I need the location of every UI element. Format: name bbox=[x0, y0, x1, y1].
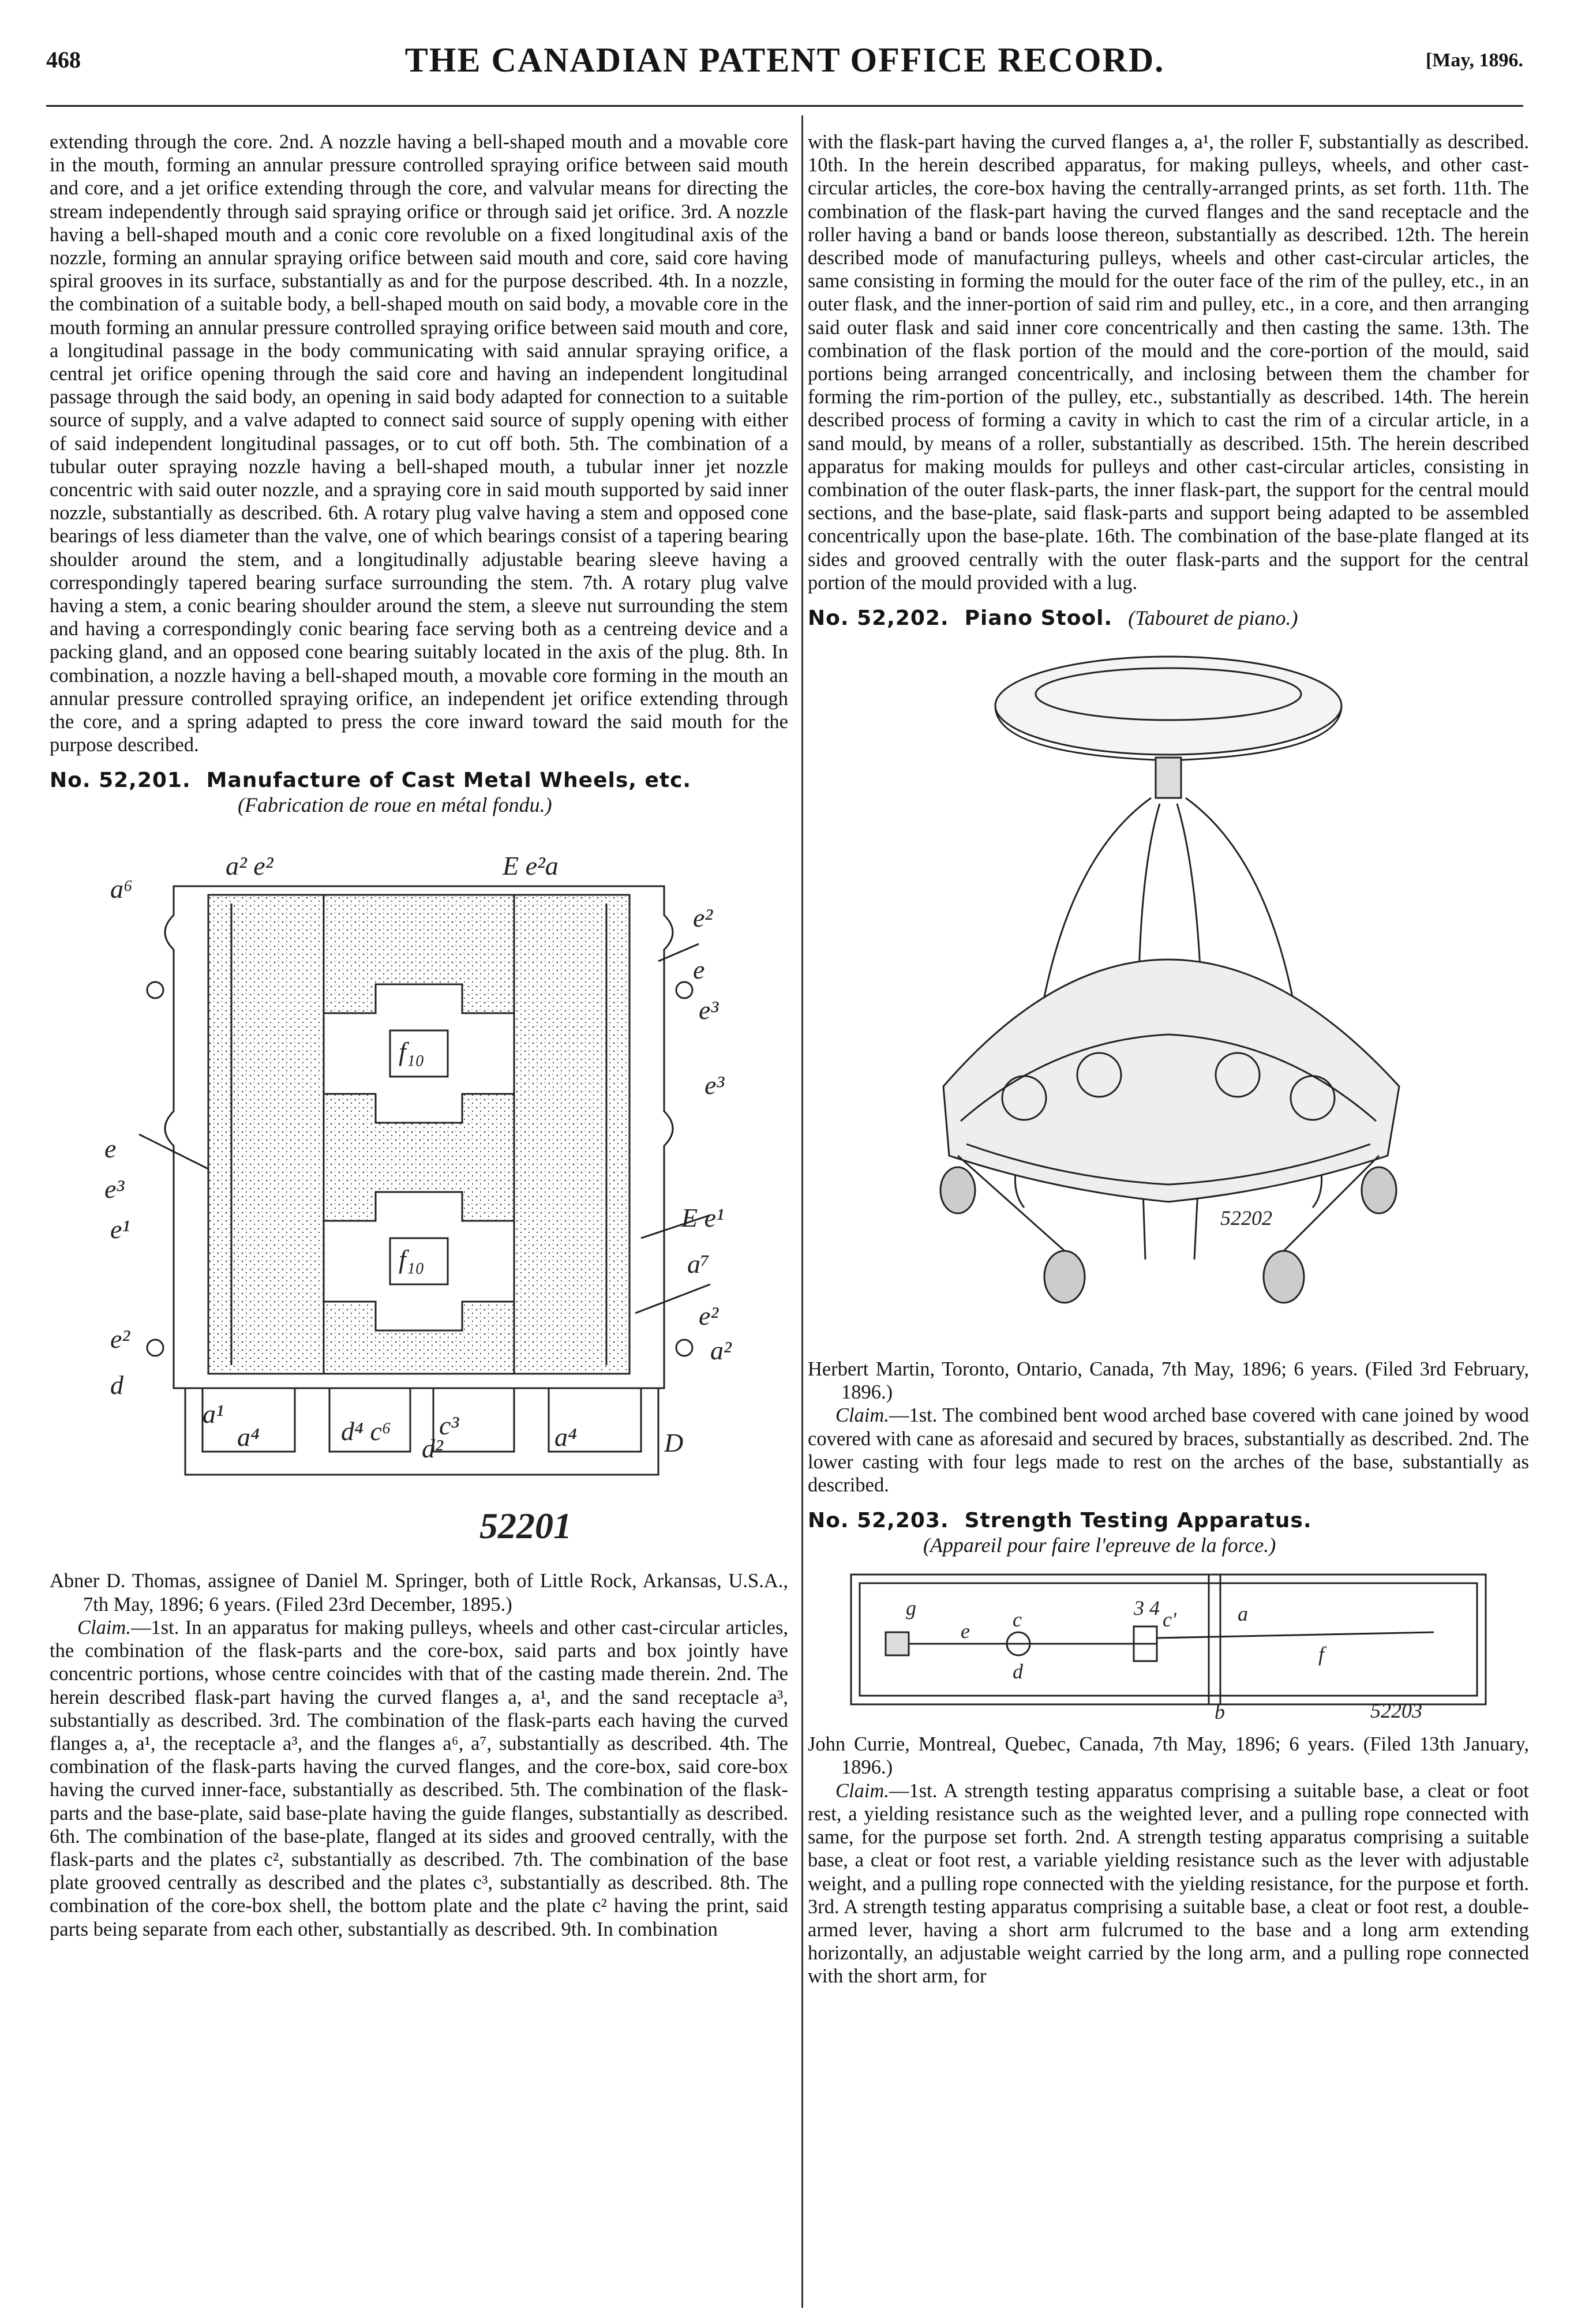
patent-number: No. 52,202. bbox=[808, 606, 949, 631]
svg-text:e¹: e¹ bbox=[110, 1215, 130, 1245]
svg-text:a⁴: a⁴ bbox=[237, 1422, 260, 1452]
svg-text:d: d bbox=[1013, 1660, 1023, 1684]
svg-text:a⁴: a⁴ bbox=[554, 1422, 577, 1452]
svg-text:b: b bbox=[1215, 1700, 1225, 1724]
svg-text:E e¹: E e¹ bbox=[681, 1203, 724, 1233]
svg-text:d: d bbox=[110, 1370, 123, 1400]
patent-french-title: (Appareil pour faire l'epreuve de la force.) bbox=[923, 1534, 1276, 1557]
continuation-text: extending through the core. 2nd. A nozzle having a bell-shaped mouth and a movable core in the mouth, forming an annular pressure controlled spraying orifice between said mouth and core, and a jet orifice extending through the core, and valvular means for directing the stream independently through said spraying orifice or through said jet orifice. 3rd. A nozzle having a bell-shaped mouth and a conic core revoluble on a fixed longitudinal axis of the nozzle, forming an annular spraying orifice between said mouth and core, said core having spiral grooves in its surface, substantially as and for the purpose described. 4th. In a nozzle, the combination of a suitable body, a bell-shaped mouth on said body, a movable core in the mouth forming an annular pressure controlled spraying orifice between said mouth and core, a longitudinal passage in the body communicating with said annular spraying orifice, a central jet orifice opening through the said core and having an independent longitudinal passage through the said body, an opening in said body adapted for connection to a suitable source of supply, and a valve adapted to connect said source of supply opening with either of said independent longitudinal passages, or to cut off both. 5th. The combination of a tubular outer spraying nozzle having a bell-shaped mouth, a tubular inner jet nozzle concentric with said outer nozzle, and a spraying core in said mouth supported by said inner nozzle, substantially as described. 6th. A rotary plug valve having a stem and opposed cone bearings of less diameter than the valve, one of which bearings consist of a tapering bearing shoulder around the stem, and a longitudinally adjustable bearing sleeve having a correspondingly tapered bearing surface surrounding the stem. 7th. A rotary plug valve having a stem, a conic bearing shoulder around the stem, a sleeve nut surrounding the stem and having a correspondingly conic bearing face serving both as a centreing device and a packing gland, and an opposed cone bearing suitably located in the axis of the plug. 8th. In combination, a nozzle having a bell-shaped mouth, a movable core forming in the mouth an annular pressure controlled spraying orifice, an independent jet orifice extending through the core, and a spring adapted to press the core inward toward the said mouth for the purpose described. bbox=[50, 131, 788, 756]
svg-text:E e²a: E e²a bbox=[503, 851, 559, 881]
svg-text:a²: a² bbox=[710, 1336, 732, 1366]
claim-label: Claim. bbox=[835, 1404, 889, 1427]
patent-french-title: (Tabouret de piano.) bbox=[1128, 606, 1298, 630]
claim-52201 bbox=[50, 1616, 788, 1941]
patent-french-title: (Fabrication de roue en métal fondu.) bbox=[238, 793, 552, 817]
patent-title: Piano Stool. bbox=[964, 606, 1113, 631]
claim-text: —1st. In an apparatus for making pulleys, wheels and other cast-circular articles, the combination of the flask-parts and the core-box, said parts and box jointly have concentric portions, whose centre coincides with that of the casting made therein. 2nd. The herein described flask-part having the curved flanges a, a¹, and the sand receptacle a³, substantially as described. 3rd. The combination of the flask-parts each having the curved flanges a, a¹, the receptacle a³, and the flanges a⁶, a⁷, substantially as described. 4th. The combination of the flask-parts having the curved flanges, and the core-box, said core-box having the curved inner-face, substantially as described. 5th. The combination of the flask-parts and the base-plate, said base-plate having the guide flanges, substantially as described. 6th. The combination of the base-plate, flanged at its sides and grooved centrally, with the flask-parts and the plates c², substantially as described. 7th. The combination of the base plate grooved centrally as described and the plates c³, substantially as described. 8th. The combination of the core-box shell, the bottom plate and the plate c² having the print, said parts being separate from each other, substantially as described. 9th. In combination bbox=[50, 1616, 788, 1940]
svg-text:e²: e² bbox=[693, 903, 713, 933]
svg-text:d²: d² bbox=[422, 1434, 443, 1464]
figure-number: 52201 bbox=[479, 1505, 572, 1547]
svg-text:a² e²: a² e² bbox=[226, 851, 273, 881]
svg-text:c': c' bbox=[1163, 1608, 1176, 1632]
claim-label: Claim. bbox=[77, 1616, 131, 1639]
inventor-52202: Herbert Martin, Toronto, Ontario, Canada, 7th May, 1896; 6 years. (Filed 3rd February, 1896.) bbox=[808, 1358, 1529, 1404]
patent-title: Strength Testing Apparatus. bbox=[964, 1509, 1312, 1533]
header-rule bbox=[46, 105, 1523, 107]
svg-text:D: D bbox=[664, 1428, 684, 1458]
svg-text:e: e bbox=[104, 1134, 117, 1164]
svg-text:e²: e² bbox=[699, 1301, 719, 1331]
svg-text:f: f bbox=[1318, 1643, 1325, 1666]
claim-52202 bbox=[808, 1404, 1529, 1497]
figure-52201-mould-drawing bbox=[87, 823, 751, 1555]
svg-text:d⁴ c⁶: d⁴ c⁶ bbox=[341, 1416, 391, 1446]
patent-title: Manufacture of Cast Metal Wheels, etc. bbox=[206, 769, 692, 793]
inventor-52201: Abner D. Thomas, assignee of Daniel M. Springer, both of Little Rock, Arkansas, U.S.A., 7th May, 1896; 6 years. (Filed 23rd December, 1895.) bbox=[50, 1570, 788, 1615]
patent-number: No. 52,203. bbox=[808, 1509, 949, 1533]
claim-text: —1st. A strength testing apparatus comprising a suitable base, a cleat or foot rest, a yielding resistance such as the weighted lever, and a pulling rope connected with same, for the purpose set forth. 2nd. A strength testing apparatus comprising a suitable base, a cleat or foot rest, a variable yielding resistance such as the lever with adjustable weight, and a pulling rope connected with the yielding resistance, for the purpose et forth. 3rd. A strength testing apparatus comprising a suitable base, a cleat or foot rest, a double-armed lever, having a short arm fulcrumed to the base and a long arm extending horizontally, an adjustable weight carried by the long arm, and a pulling rope connected with the short arm, for bbox=[808, 1779, 1529, 1988]
claim-text: —1st. The combined bent wood arched base covered with cane joined by wood covered with cane as aforesaid and secured by braces, substantially as described. 2nd. The lower casting with four legs made to rest on the arches of the base, substantially as described. bbox=[808, 1404, 1529, 1497]
claim-label: Claim. bbox=[835, 1779, 889, 1802]
svg-text:e³: e³ bbox=[699, 995, 719, 1025]
svg-text:e: e bbox=[693, 955, 705, 985]
fig-label-f10-lower: f₁₀ bbox=[399, 1245, 425, 1275]
svg-text:a¹: a¹ bbox=[203, 1399, 224, 1429]
svg-text:g: g bbox=[906, 1596, 916, 1620]
issue-date: [May, 1896. bbox=[1425, 50, 1523, 71]
patent-heading-52201 bbox=[50, 768, 788, 817]
figure-number: 52202 bbox=[1220, 1206, 1272, 1230]
journal-title: THE CANADIAN PATENT OFFICE RECORD. bbox=[404, 41, 1165, 79]
svg-text:e³: e³ bbox=[704, 1070, 725, 1100]
svg-text:e²: e² bbox=[110, 1324, 130, 1354]
figure-52202-piano-stool bbox=[880, 636, 1457, 1346]
svg-text:a⁶: a⁶ bbox=[110, 874, 133, 904]
svg-text:c³: c³ bbox=[439, 1411, 459, 1441]
svg-text:a: a bbox=[1238, 1602, 1248, 1626]
figure-52203-strength-tester bbox=[822, 1563, 1515, 1725]
column-rule bbox=[801, 115, 803, 2308]
page-number: 468 bbox=[46, 47, 81, 73]
right-column bbox=[808, 130, 1529, 1988]
patent-heading-52203 bbox=[808, 1508, 1529, 1557]
page-header bbox=[46, 40, 1523, 87]
svg-text:e³: e³ bbox=[104, 1174, 125, 1204]
svg-text:c: c bbox=[1013, 1608, 1022, 1632]
svg-text:3 4: 3 4 bbox=[1134, 1596, 1160, 1620]
inventor-52203: John Currie, Montreal, Quebec, Canada, 7th May, 1896; 6 years. (Filed 13th January, 1896.) bbox=[808, 1733, 1529, 1779]
left-column bbox=[50, 130, 788, 1941]
svg-text:a⁷: a⁷ bbox=[687, 1249, 710, 1279]
patent-heading-52202 bbox=[808, 606, 1529, 631]
claim-52203 bbox=[808, 1779, 1529, 1988]
fig-label-f10-upper: f₁₀ bbox=[399, 1037, 425, 1067]
patent-number: No. 52,201. bbox=[50, 769, 191, 793]
figure-number: 52203 bbox=[1370, 1699, 1422, 1723]
svg-text:e: e bbox=[961, 1620, 970, 1643]
continuation-text: with the flask-part having the curved flanges a, a¹, the roller F, substantially as described. 10th. In the herein described apparatus, for making pulleys, wheels, and other cast-circular articles, the core-box having the centrally-arranged prints, as set forth. 11th. The combination of the flask-part having the curved flanges and the sand receptacle and the roller having a band or bands loose thereon, substantially as described. 12th. The herein described mode of manufacturing pulleys, wheels and other cast-circular articles, the same consisting in forming the mould for the outer face of the rim of the pulley, etc., in an outer flask, and the inner-portion of said rim and pulley, etc., in a core, and then arranging said outer flask and said inner core concentrically and then casting the same. 13th. The combination of the flask portion of the mould and the core-portion of the mould, said portions being arranged concentrically, and inclosing between them the chamber for forming the rim-portion of the pulley, etc., substantially as described. 14th. The herein described process of forming a cavity in which to cast the rim of a circular article, in a sand mould, by means of a roller, substantially as described. 15th. The herein described apparatus for making moulds for pulleys and other cast-circular articles, consisting in combination of the outer flask-parts, the inner flask-part, the support for the central mould sections, and the base-plate, said flask-parts and support being adapted to be assembled concentrically upon the base-plate. 16th. The combination of the base-plate flanged at its sides and grooved centrally with the outer flask-parts and the support for the central portion of the mould provided with a lug. bbox=[808, 131, 1529, 594]
